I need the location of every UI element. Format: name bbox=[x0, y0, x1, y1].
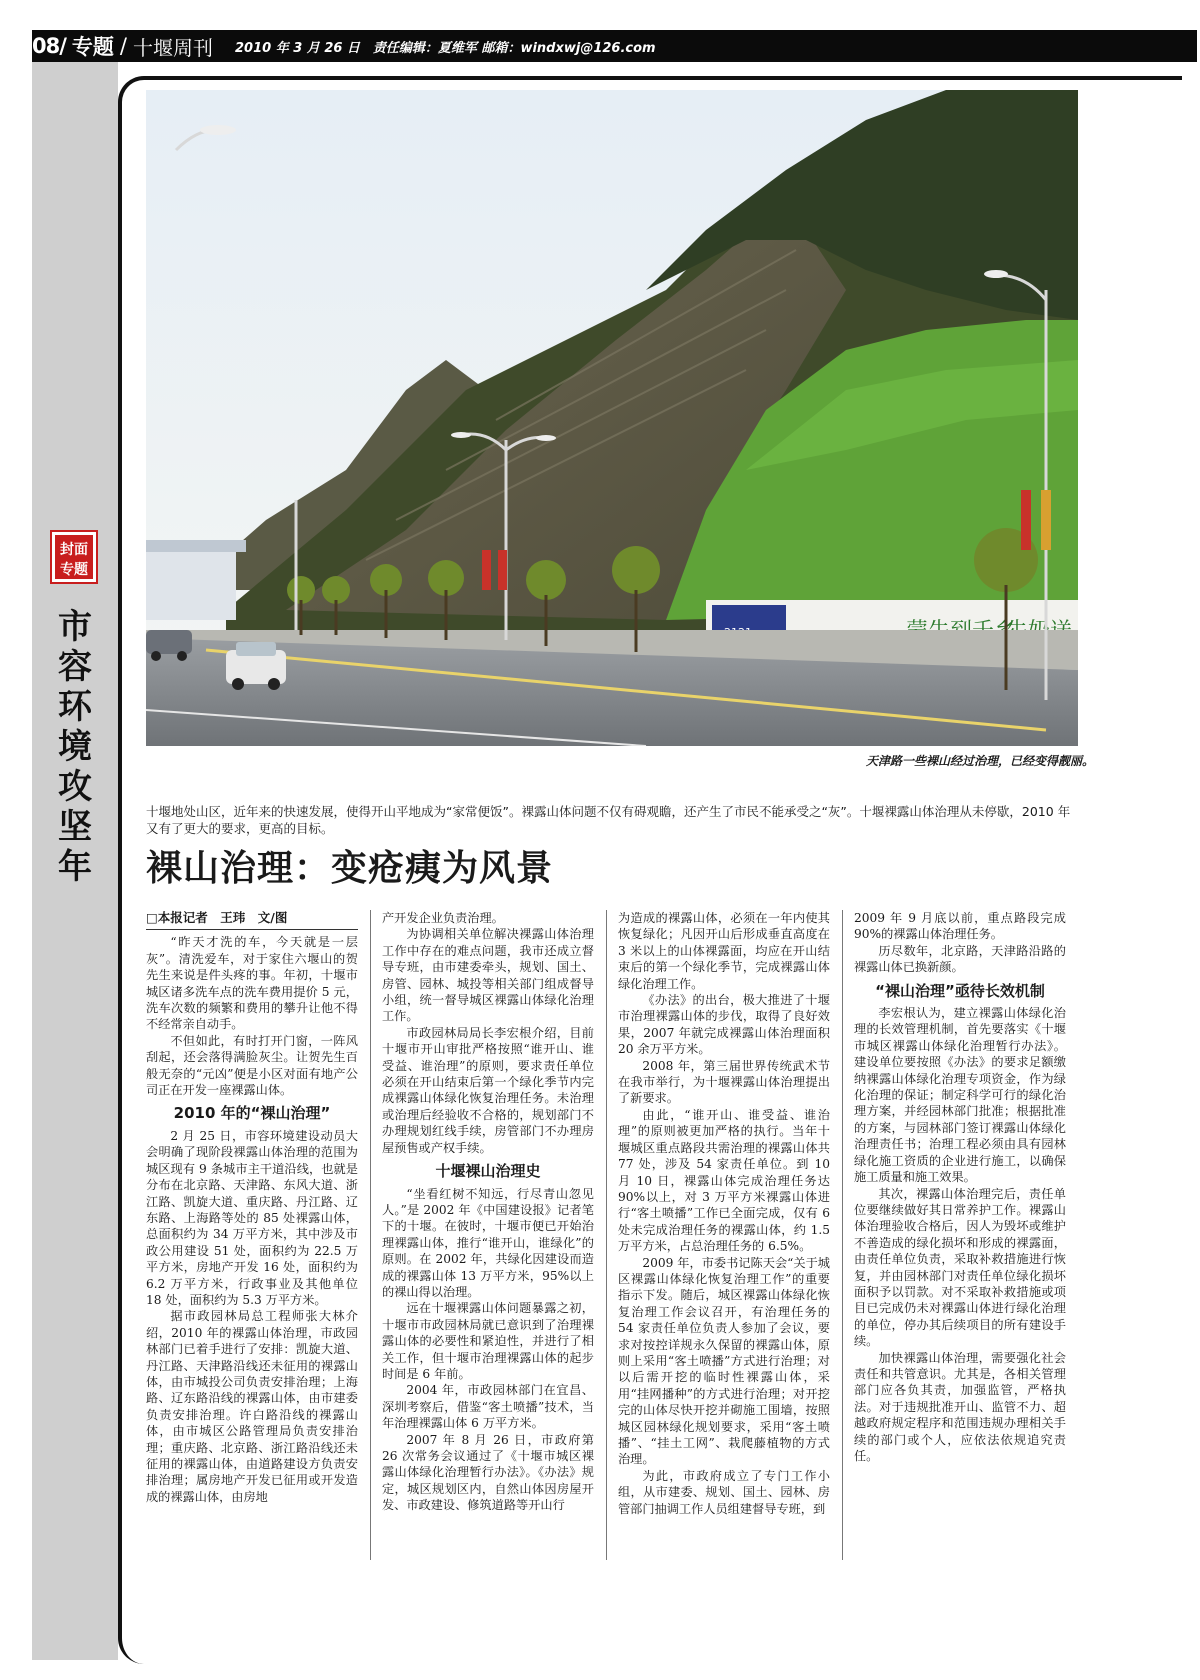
column-rule bbox=[606, 910, 607, 1560]
left-sidebar bbox=[32, 62, 118, 1660]
article-paragraph: “坐看红树不知远，行尽青山忽见人。”是 2002 年《中国建设报》记者笔下的十堰。在彼时，十堰市便已开始治理裸露山体，推行“谁开山，谁绿化”的原则。在 2002 年，共绿化因建设而造成的裸露山体 13 万平方米，95%以上的裸山得以治理。 bbox=[382, 1186, 594, 1299]
column-rule bbox=[370, 910, 371, 1560]
article-paragraph: 2004 年，市政园林部门在宜昌、深圳考察后，借鉴“客土喷播”技术，当年治理裸露山体 6 万平方米。 bbox=[382, 1383, 594, 1431]
article-columns bbox=[146, 910, 1086, 1650]
article-column-1 bbox=[146, 910, 358, 1505]
page-number: 08/ bbox=[32, 34, 66, 58]
article-paragraph: 2009 年，市委书记陈天会“关于城区裸露山体绿化恢复治理工作”的重要指示下发。随后，城区裸露山体绿化恢复治理工作会议召开，有治理任务的 54 家责任单位负责人参加了会议，要求对按控详规永久保留的裸露山体，原则上采用“客土喷播”方式进行治理；对以后需开挖的临时性裸露山体，采用“挂网播种”的方式进行治理；对开挖完的山体尽快开挖并砌施工围墙，按照城区园林绿化规划要求，采用“客土喷播”、“挂土工网”、栽爬藤植物的方式治理。 bbox=[618, 1255, 830, 1467]
photo-caption: 天津路一些裸山经过治理，已经变得靓丽。 bbox=[865, 754, 1094, 768]
article-paragraph: 为协调相关单位解决裸露山体治理工作中存在的难点问题，我市还成立督导专班，由市建委牵头，规划、国土、房管、园林、城投等相关部门组成督导小组，统一督导城区裸露山体绿化治理工作。 bbox=[382, 927, 594, 1024]
section-name: 专题 bbox=[71, 35, 114, 59]
article-paragraph: 2007 年 8 月 26 日，市政府第 26 次常务会议通过了《十堰市城区裸露山体绿化治理暂行办法》。《办法》规定，城区规划区内，自然山体因房屋开发、市政建设、修筑道路等开山行 bbox=[382, 1432, 594, 1513]
article-paragraph: 历尽数年，北京路，天津路沿路的裸露山体已换新颜。 bbox=[854, 943, 1066, 975]
subheading-history: 十堰裸山治理史 bbox=[435, 1162, 541, 1181]
article-paragraph: 为此，市政府成立了专门工作小组，从市建委、规划、国土、园林、房管部门抽调工作人员组建督导专班，到 bbox=[618, 1468, 830, 1516]
article-paragraph: 其次，裸露山体治理完后，责任单位要继续做好其日常养护工作。裸露山体治理验收合格后，因人为毁坏或维护不善造成的绿化损坏和形成的裸露面，由责任单位负责，采取补救措施进行恢复，并由园林部门对责任单位绿化损坏面积予以罚款。对不采取补救措施或项目已完成仍未对裸露山体进行绿化治理的单位，停办其后续项目的所有建设手续。 bbox=[854, 1186, 1066, 1349]
article-column-2 bbox=[382, 910, 594, 1514]
article-column-3 bbox=[618, 910, 830, 1517]
hillside-photo-art bbox=[146, 90, 1078, 746]
subheading-mechanism: “裸山治理”亟待长效机制 bbox=[875, 981, 1045, 1000]
cover-topic-stamp: 封面 专题 bbox=[52, 532, 96, 582]
intro-paragraph: 十堰地处山区，近年来的快速发展，使得开山平地成为“家常便饭”。裸露山体问题不仅有碍观瞻，还产生了市民不能承受之“灰”。十堰裸露山体治理从未停歇，2010 年又有了更大的要求，更高的目标。 bbox=[146, 804, 1071, 836]
article-paragraph: 产开发企业负责治理。 bbox=[382, 911, 504, 925]
article-paragraph: 《办法》的出台，极大推进了十堰市治理裸露山体的步伐，取得了良好效果，2007 年就完成裸露山体治理面积 20 余万平方米。 bbox=[618, 993, 830, 1057]
article-paragraph: 2009 年 9 月底以前，重点路段完成 90%的裸露山体治理任务。 bbox=[854, 911, 1066, 942]
column-rule bbox=[842, 910, 843, 1560]
publication-name: 十堰周刊 bbox=[132, 35, 213, 60]
page-header bbox=[32, 30, 1197, 62]
article-paragraph: 据市政园林局总工程师张大林介绍，2010 年的裸露山体治理，市政园林部门已着手进行了安排：凯旋大道、丹江路、天津路沿线还未征用的裸露山体，由市城投公司负责安排治理；上海路、辽东路沿线的裸露山体，由市建委负责安排治理。许白路沿线的裸露山体，由市城区公路管理局负责安排治理；重庆路、北京路、浙江路沿线还未征用的裸露山体，由道路建设方负责安排治理；属房地产开发已征用或开发造成的裸露山体，由房地 bbox=[146, 1309, 358, 1504]
article-paragraph: 2 月 25 日，市容环境建设动员大会明确了现阶段裸露山体治理的范围为城区现有 9 条城市主干道沿线，也就是分布在北京路、天津路、东风大道、浙江路、凯旋大道、重庆路、丹江路、辽东路、上海路等处的 85 处裸露山体，总面积约为 34 万平方米，其中涉及市政公用建设 51 处，面积约为 22.5 万平方米，房地产开发 16 处，面积约为 6.2 万平方米，行政事业及其他单位 18 处，面积约为 5.3 万平方米。 bbox=[146, 1128, 358, 1307]
article-paragraph: 市政园林局局长李宏根介绍，目前十堰市开山审批严格按照“谁开山、谁受益、谁治理”的原则，要求责任单位必须在开山结束后第一个绿化季节内完成裸露山体绿化恢复治理任务。未治理或治理后经验收不合格的，规划部门不办理规划红线手续，房管部门不办理房屋预售或产权手续。 bbox=[382, 1025, 594, 1155]
article-paragraph: 2008 年，第三届世界传统武术节在我市举行，为十堰裸露山体治理提出了新要求。 bbox=[618, 1058, 830, 1106]
article-paragraph: 为造成的裸露山体，必须在一年内使其恢复绿化；凡因开山后形成垂直高度在 3 米以上的山体裸露面，均应在开山结束后的第一个绿化季节，完成裸露山体绿化治理工作。 bbox=[618, 911, 830, 991]
article-paragraph: “昨天才洗的车，今天就是一层灰”。清洗爱车，对于家住六堰山的贺先生来说是件头疼的事。年初，十堰市城区诸多洗车点的洗车费用提价 5 元，洗车次数的频繁和费用的攀升让他不得不经常亲自动手。 bbox=[146, 935, 358, 1032]
subheading-2010: 2010 年的“裸山治理” bbox=[173, 1104, 331, 1123]
header-separator: / bbox=[119, 34, 127, 58]
article-column-4 bbox=[854, 910, 1066, 1464]
article-paragraph: 李宏根认为，建立裸露山体绿化治理的长效管理机制，首先要落实《十堰市城区裸露山体绿化治理暂行办法》。建设单位要按照《办法》的要求足额缴纳裸露山体绿化治理专项资金，作为绿化治理的保证；制定科学可行的绿化治理方案，并经园林部门批准；根据批准的方案，与园林部门签订裸露山体绿化治理责任书；治理工程必须由具有园林绿化施工资质的企业进行施工，以确保施工质量和施工效果。 bbox=[854, 1006, 1066, 1185]
header-meta: 2010 年 3 月 26 日 责任编辑：夏维军 邮箱：windxwj@126.com bbox=[234, 40, 656, 56]
byline: □本报记者 王玮 文/图 bbox=[146, 910, 358, 930]
hillside-photo bbox=[146, 90, 1078, 746]
article-paragraph: 加快裸露山体治理，需要强化社会责任和共管意识。尤其是，各相关管理部门应各负其责，加强监管，严格执法。对于违规批准开山、监管不力、超越政府规定程序和范围违规办理相关手续的部门或个人，应依法依规追究责任。 bbox=[854, 1350, 1066, 1463]
article-paragraph: 不但如此，有时打开门窗，一阵风刮起，还会落得满脸灰尘。让贺先生百般无奈的“元凶”便是小区对面有地产公司正在开发一座裸露山体。 bbox=[146, 1033, 358, 1098]
vertical-section-title: 市容环境攻坚年 bbox=[58, 607, 92, 887]
article-paragraph: 由此，“谁开山、谁受益、谁治理”的原则被更加严格的执行。当年十堰城区重点路段共需治理的裸露山体共 77 处，涉及 54 家责任单位。到 10 月 10 日，裸露山体完成治理任务达 90%以上，对 3 万平方米裸露山体进行“客土喷播”工作已全面完成，仅有 6 处未完成治理任务的裸露山体，约 1.5 万平方米，占总治理任务的 6.5%。 bbox=[618, 1107, 830, 1254]
article-paragraph: 远在十堰裸露山体问题暴露之初，十堰市市政园林局就已意识到了治理裸露山体的必要性和紧迫性，并进行了相关工作，但十堰市治理裸露山体的起步时间是 6 年前。 bbox=[382, 1301, 594, 1381]
headline: 裸山治理：变疮痍为风景 bbox=[146, 847, 554, 889]
